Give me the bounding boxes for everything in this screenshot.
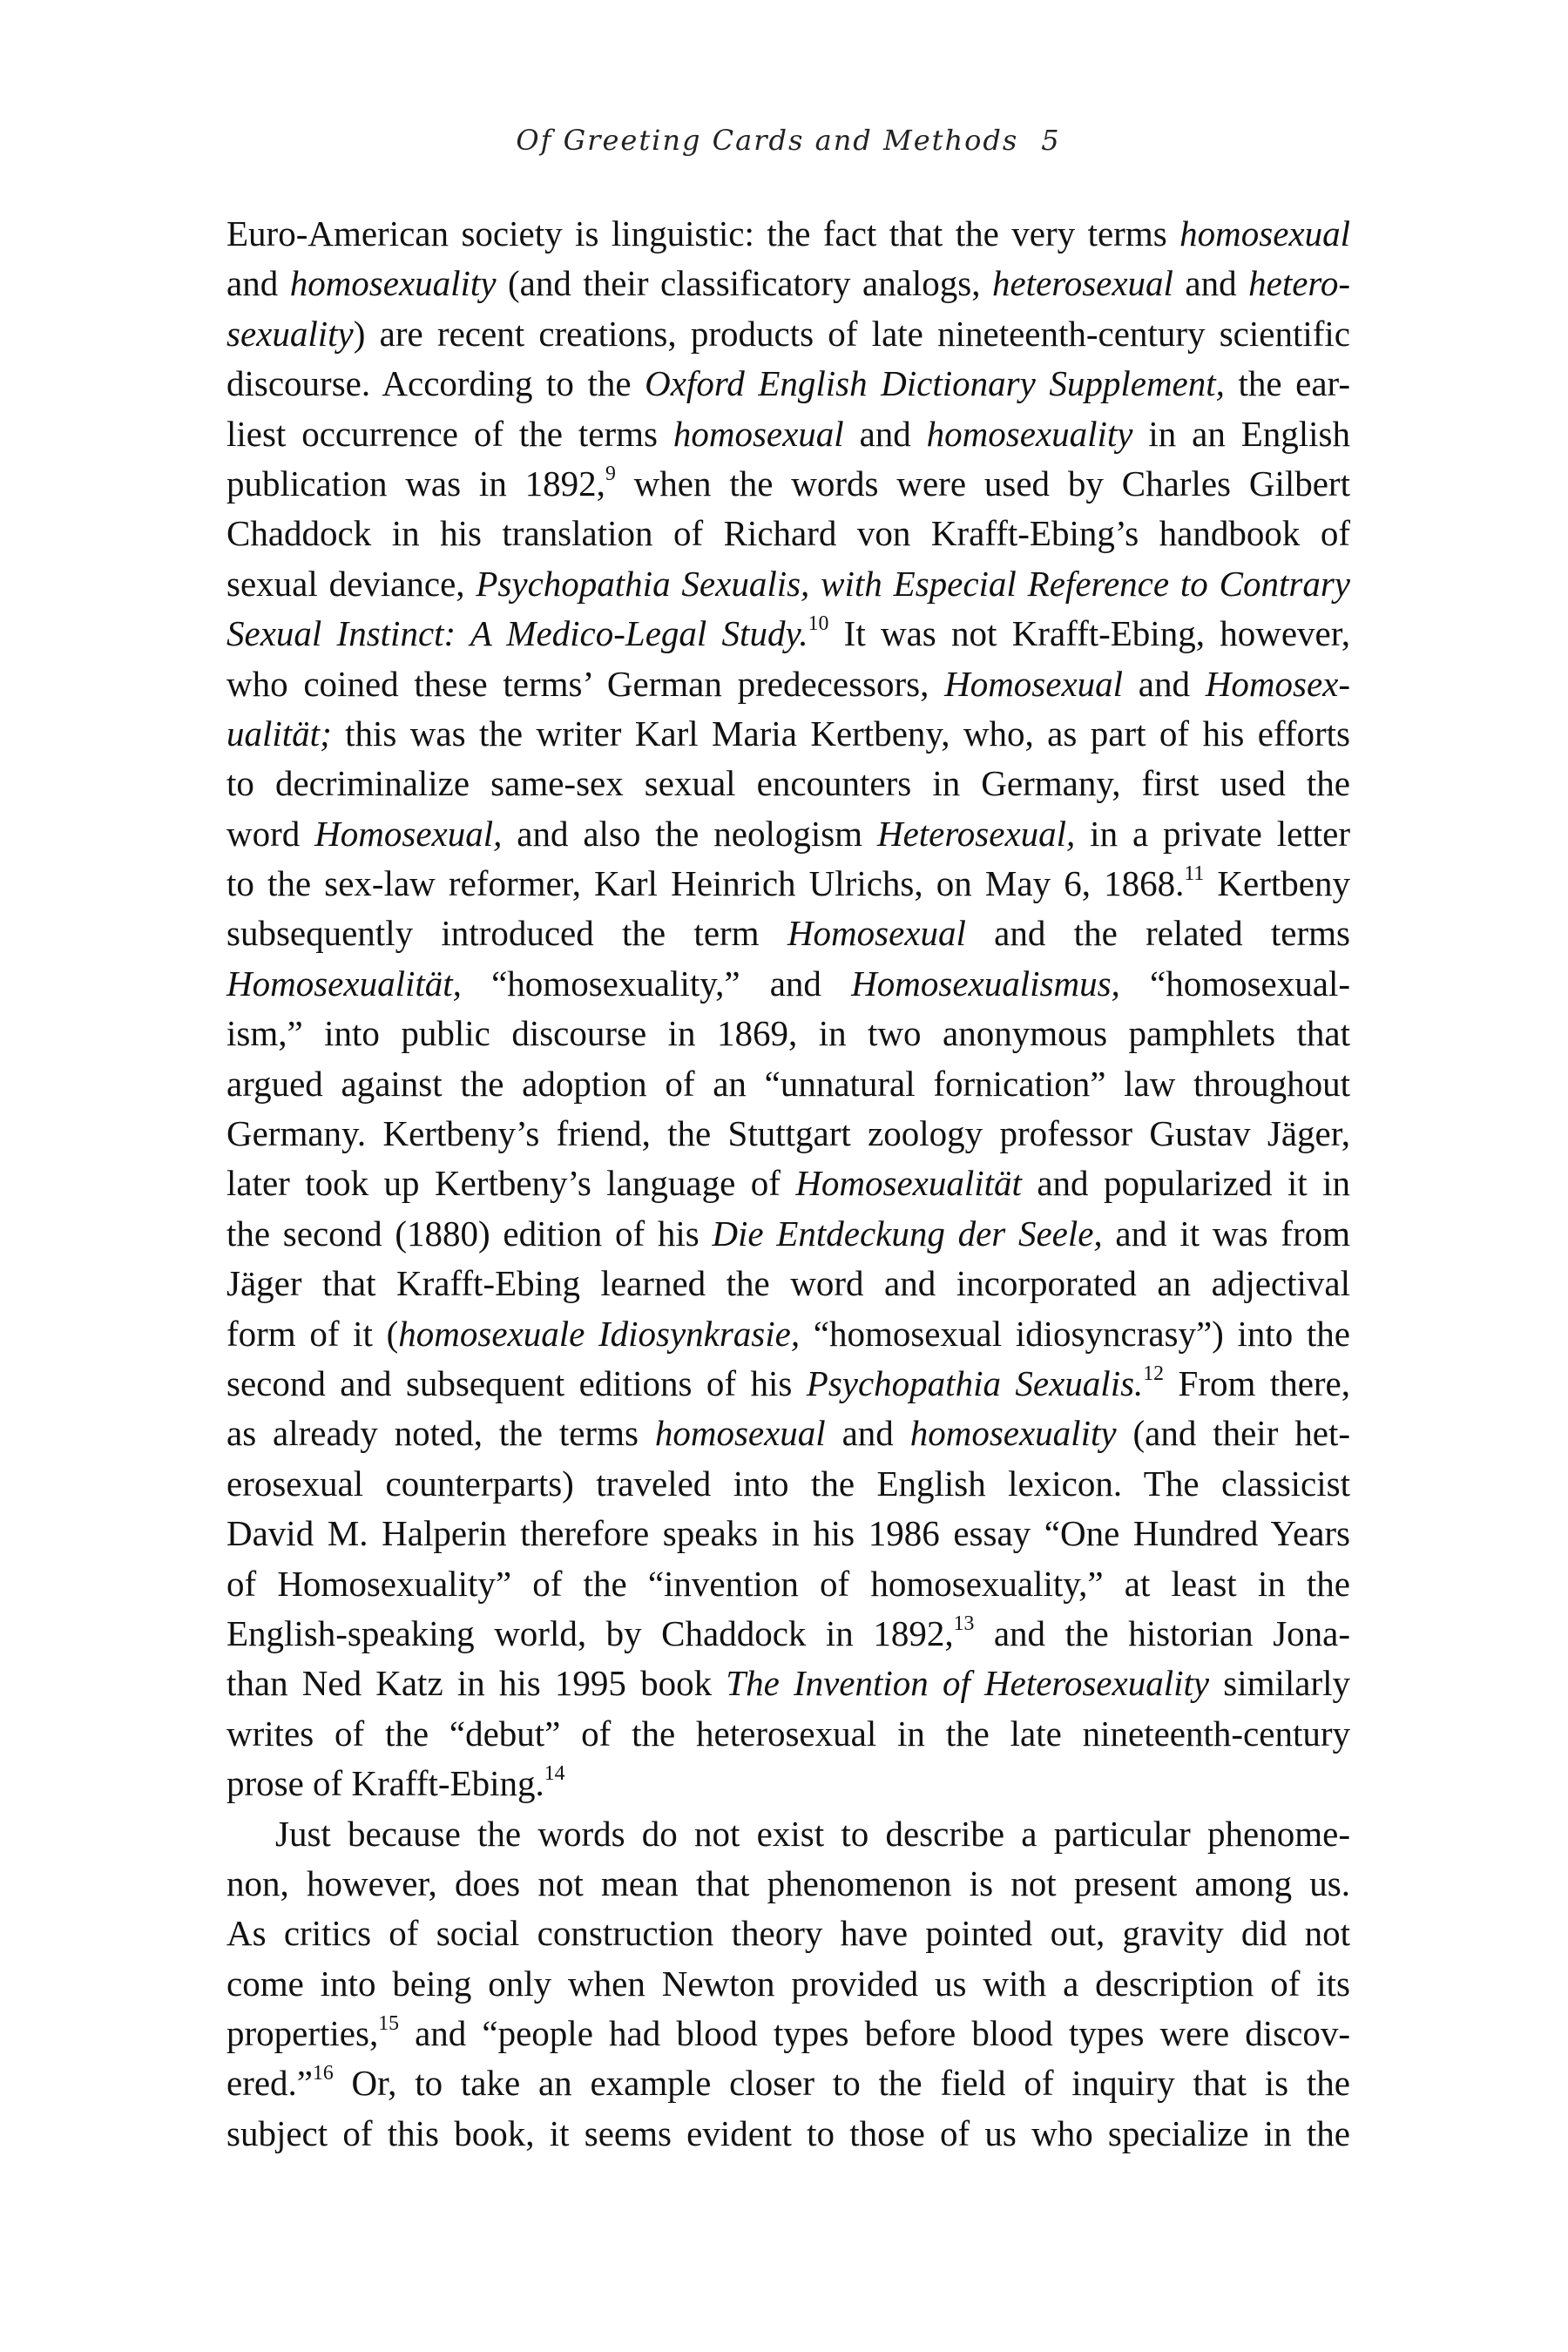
text-span: come into being only when Newton provided us with a description of its xyxy=(226,1963,1350,2004)
text-line xyxy=(226,2058,1350,2108)
text-span: second and subsequent editions of his xyxy=(226,1362,807,1403)
italic-text: Psychopathia Sexualis, with Especial Reference to Contrary xyxy=(476,563,1350,604)
text-line xyxy=(226,559,1350,609)
text-span: in a private letter xyxy=(1075,813,1350,854)
text-span: later took up Kertbeny’s language of xyxy=(226,1163,796,1204)
text-span: Chaddock in his translation of Richard von Krafft-Ebing’s handbook of xyxy=(226,513,1350,554)
text-line xyxy=(226,1709,1350,1759)
text-span: publication was in 1892, xyxy=(226,463,605,504)
text-span: in an English xyxy=(1132,413,1351,454)
italic-text: Oxford English Dictionary Supplement, xyxy=(645,363,1225,404)
footnote-ref: 15 xyxy=(378,2012,399,2036)
text-span: subsequently introduced the term xyxy=(226,913,787,954)
italic-text: Homosexual xyxy=(944,663,1124,704)
text-line xyxy=(226,809,1350,859)
text-span: and popularized it in xyxy=(1021,1163,1350,1204)
text-line xyxy=(226,1859,1350,1909)
text-line xyxy=(226,1809,1350,1859)
italic-text: hetero- xyxy=(1248,263,1350,304)
text-span: “homosexual- xyxy=(1119,963,1350,1004)
text-span: liest occurrence of the terms xyxy=(226,413,673,454)
text-line xyxy=(226,509,1350,558)
italic-text: Sexual Instinct: A Medico-Legal Study. xyxy=(226,613,808,654)
text-span: the second (1880) edition of his xyxy=(226,1213,713,1254)
text-line xyxy=(226,359,1350,409)
text-span: It was not Krafft-Ebing, however, xyxy=(828,613,1350,654)
footnote-ref: 14 xyxy=(544,1762,565,1786)
text-span: who coined these terms’ German predecessors, xyxy=(226,663,945,704)
italic-text: Homosexualismus, xyxy=(851,963,1120,1004)
text-span: “homosexual idiosyncrasy”) into the xyxy=(800,1313,1351,1354)
text-line xyxy=(226,959,1350,1009)
text-span: subject of this book, it seems evident to those of us who specialize in the xyxy=(226,2112,1350,2153)
italic-text: Homosexualität xyxy=(795,1163,1022,1204)
italic-text: sexuality xyxy=(226,313,354,354)
text-line xyxy=(226,1259,1350,1308)
text-line xyxy=(226,1159,1350,1208)
text-line xyxy=(226,709,1350,759)
text-line xyxy=(226,1309,1350,1359)
text-span: of Homosexuality” of the “invention of homosexuality,” at least in the xyxy=(226,1563,1350,1604)
text-span: to the sex-law reformer, Karl Heinrich Ulrichs, on May 6, 1868. xyxy=(226,863,1185,904)
text-line xyxy=(226,609,1350,659)
text-line xyxy=(226,259,1350,308)
text-span: “homosexuality,” and xyxy=(461,963,852,1004)
italic-text: Homosex- xyxy=(1205,663,1350,704)
italic-text: Die Entdeckung der Seele, xyxy=(712,1213,1103,1254)
text-line xyxy=(226,409,1350,459)
text-line xyxy=(226,1609,1350,1659)
text-span: when the words were used by Charles Gilbert xyxy=(615,463,1350,504)
text-line xyxy=(226,309,1350,359)
text-line xyxy=(226,1759,1350,1808)
text-span: to decriminalize same-sex sexual encounters in Germany, first used the xyxy=(226,763,1350,804)
text-line xyxy=(226,2009,1350,2058)
text-span: (and their het- xyxy=(1116,1413,1351,1454)
text-span: and also the neologism xyxy=(502,813,877,854)
text-span: and xyxy=(1173,263,1249,304)
text-span: Just because the words do not exist to describe a particular phenome- xyxy=(275,1813,1350,1854)
text-line xyxy=(226,209,1350,259)
text-line xyxy=(226,909,1350,958)
body-text xyxy=(226,209,1350,2159)
text-span: Germany. Kertbeny’s friend, the Stuttgart zoology professor Gustav Jäger, xyxy=(226,1113,1350,1154)
text-line xyxy=(226,459,1350,509)
text-line xyxy=(226,1509,1350,1558)
italic-text: Homosexual, xyxy=(314,813,503,854)
text-line xyxy=(226,1059,1350,1109)
italic-text: homosexuale Idiosynkrasie, xyxy=(398,1313,801,1354)
text-span: this was the writer Karl Maria Kertbeny, who, as part of his efforts xyxy=(331,713,1350,754)
text-line xyxy=(226,759,1350,808)
text-line xyxy=(226,1959,1350,2009)
text-span: and the historian Jona- xyxy=(974,1612,1351,1653)
text-span: similarly xyxy=(1209,1663,1351,1704)
text-span: From there, xyxy=(1164,1362,1350,1403)
text-span: As critics of social construction theory have pointed out, gravity did not xyxy=(226,1913,1350,1954)
text-span: Jäger that Krafft-Ebing learned the word and incorporated an adjectival xyxy=(226,1263,1350,1304)
text-span: prose of Krafft-Ebing. xyxy=(226,1763,544,1804)
text-span: ered.” xyxy=(226,2063,313,2104)
text-span: properties, xyxy=(226,2013,379,2054)
text-span: than Ned Katz in his 1995 book xyxy=(226,1663,727,1704)
text-span: and xyxy=(825,1413,910,1454)
text-span: ism,” into public discourse in 1869, in two anonymous pamphlets that xyxy=(226,1013,1350,1054)
italic-text: Psychopathia Sexualis. xyxy=(806,1362,1144,1403)
text-line xyxy=(226,1409,1350,1458)
text-span: and xyxy=(226,263,290,304)
text-line xyxy=(226,1359,1350,1409)
text-span: and the related terms xyxy=(965,913,1350,954)
text-line xyxy=(226,1559,1350,1609)
text-span: and xyxy=(843,413,927,454)
running-head xyxy=(226,124,1350,157)
italic-text: heterosexual xyxy=(991,263,1173,304)
italic-text: homosexuality xyxy=(289,263,497,304)
italic-text: homosexual xyxy=(654,1413,826,1454)
italic-text: Heterosexual, xyxy=(876,813,1076,854)
text-line xyxy=(226,1209,1350,1259)
footnote-ref: 12 xyxy=(1143,1362,1165,1386)
text-span: and “people had blood types before blood types were discov- xyxy=(398,2013,1350,2054)
text-span: Or, to take an example closer to the field of inquiry that is the xyxy=(333,2063,1350,2104)
footnote-ref: 16 xyxy=(313,2062,334,2085)
text-line xyxy=(226,1009,1350,1058)
running-head-title: Of Greeting Cards and Methods xyxy=(516,124,1019,157)
footnote-ref: 10 xyxy=(808,612,829,636)
italic-text: ualität; xyxy=(226,713,332,754)
text-line xyxy=(226,1909,1350,1958)
text-span: discourse. According to the xyxy=(226,363,645,404)
italic-text: homosexual xyxy=(1179,213,1350,253)
text-span: (and their classificatory analogs, xyxy=(496,263,992,304)
page-number: 5 xyxy=(1041,124,1061,157)
text-line xyxy=(226,1459,1350,1509)
italic-text: The Invention of Heterosexuality xyxy=(726,1663,1210,1704)
text-span: form of it ( xyxy=(226,1313,399,1354)
text-line xyxy=(226,1109,1350,1159)
italic-text: homosexual xyxy=(672,413,844,454)
text-span: David M. Halperin therefore speaks in his 1986 essay “One Hundred Years xyxy=(226,1513,1350,1554)
text-line xyxy=(226,859,1350,909)
text-span: sexual deviance, xyxy=(226,563,476,604)
text-line xyxy=(226,1659,1350,1708)
italic-text: Homosexual xyxy=(787,913,966,954)
text-span: English-speaking world, by Chaddock in 1892, xyxy=(226,1612,954,1653)
footnote-ref: 9 xyxy=(605,463,616,486)
italic-text: homosexuality xyxy=(926,413,1133,454)
text-span: Kertbeny xyxy=(1204,863,1350,904)
footnote-ref: 11 xyxy=(1184,862,1205,886)
text-span: word xyxy=(226,813,315,854)
text-span: and xyxy=(1123,663,1206,704)
text-span: Euro-American society is linguistic: the fact that the very terms xyxy=(226,213,1180,253)
text-span: ) are recent creations, products of late nineteenth-century scientific xyxy=(353,313,1350,354)
italic-text: Homosexualität, xyxy=(226,963,462,1004)
text-line xyxy=(226,659,1350,709)
italic-text: homosexuality xyxy=(909,1413,1117,1454)
text-span: the ear- xyxy=(1224,363,1350,404)
text-span: non, however, does not mean that phenomenon is not present among us. xyxy=(226,1862,1350,1903)
text-span: as already noted, the terms xyxy=(226,1413,655,1454)
text-span: and it was from xyxy=(1102,1213,1350,1254)
text-line xyxy=(226,2109,1350,2159)
footnote-ref: 13 xyxy=(953,1612,975,1636)
text-span: erosexual counterparts) traveled into the English lexicon. The classicist xyxy=(226,1463,1350,1504)
text-span: writes of the “debut” of the heterosexual in the late nineteenth-century xyxy=(226,1713,1350,1754)
text-span: argued against the adoption of an “unnatural fornication” law throughout xyxy=(226,1063,1350,1104)
